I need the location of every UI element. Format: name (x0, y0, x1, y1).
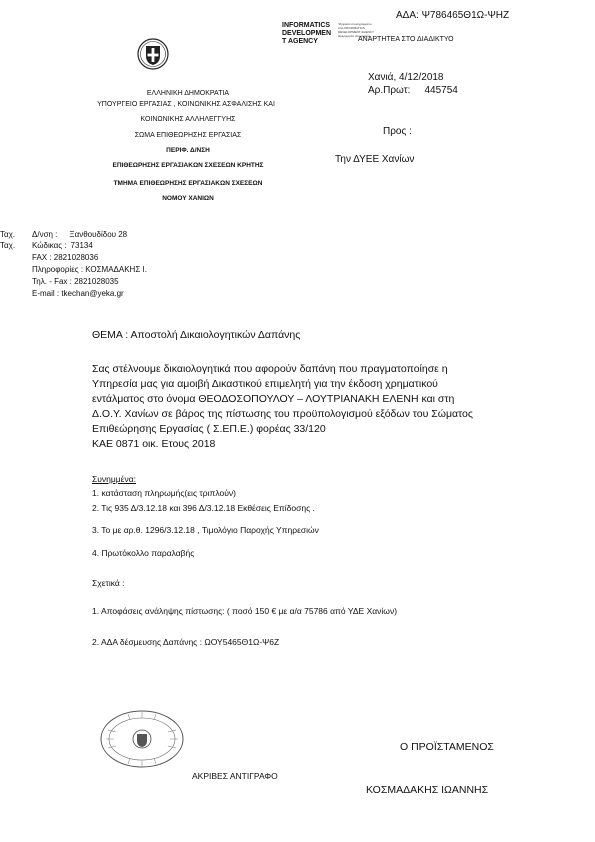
recipient: Την ΔΥΕΕ Χανίων (335, 154, 415, 165)
authority-line-6: ΕΠΙΘΕΩΡΗΣΗΣ ΕΡΓΑΣΙΑΚΩΝ ΣΧΕΣΕΩΝ ΚΡΗΤΗΣ (112, 162, 264, 169)
body-line: Δ.Ο.Υ. Χανίων σε βάρος της πίστωσης του προϋπολογισμού εξόδων του Σώματος (92, 408, 473, 420)
authority-line-4: ΣΩΜΑ ΕΠΙΘΕΩΡΗΣΗΣ ΕΡΓΑΣΙΑΣ (134, 132, 242, 139)
stamp-small-text: Ψηφιακά υπογεγραμμένο από INFORMATICS DEVELOPMENT AGENCY Ημερομηνία υπογραφής (338, 22, 374, 38)
related-item: 2. ΑΔΑ δέσμευσης Δαπάνης : ΩΟΥ5465Θ1Ω-Ψ6Ζ (92, 637, 280, 647)
attachment-item: 1. κατάσταση πληρωμής(εις τριπλούν) (92, 488, 236, 498)
contact-email: E-mail : tkechan@yeka.gr (32, 289, 124, 298)
contact-info: Πληροφορίες : ΚΟΣΜΑΔΑΚΗΣ Ι. (32, 265, 147, 274)
signer-name: ΚΟΣΜΑΔΑΚΗΣ ΙΩΑΝΝΗΣ (366, 784, 489, 796)
place-date: Χανιά, 4/12/2018 (368, 72, 444, 83)
authority-line-3: ΚΟΙΝΩΝΙΚΗΣ ΑΛΛΗΛΕΓΓΥΗΣ (140, 116, 236, 123)
contact-fax: FAX : 2821028036 (32, 253, 99, 262)
related-item: 1. Αποφάσεις ανάληψης πίστωσης: ( ποσό 150 € με α/α 75786 από ΥΔΕ Χανίων) (92, 606, 398, 616)
subject: ΘΕΜΑ : Αποστολή Δικαιολογητικών Δαπάνης (92, 329, 301, 341)
contact-postal: Ταχ. Κώδικας : 73134 (0, 241, 93, 250)
authority-line-1: ΕΛΛΗΝΙΚΗ ΔΗΜΟΚΡΑΤΙΑ (146, 90, 230, 97)
date-protocol-block (368, 71, 458, 97)
digital-signature-stamp (282, 22, 512, 60)
protocol-label: Αρ.Πρωτ: (368, 85, 411, 96)
body-line: ΚΑΕ 0871 οικ. Ετους 2018 (92, 438, 216, 450)
attachment-item: 4. Πρωτόκολλο παραλαβής (92, 548, 195, 558)
greek-emblem-icon (136, 37, 170, 76)
body-line: εντάλματος στο όνομα ΘΕΟΔΟΣΟΠΟΥΛΟΥ – ΛΟΥΤΡΙΑΝΑΚΗ ΕΛΕΝΗ και στη (92, 393, 455, 405)
authority-line-7: ΤΜΗΜΑ ΕΠΙΘΕΩΡΗΣΗΣ ΕΡΓΑΣΙΑΚΩΝ ΣΧΕΣΕΩΝ (113, 180, 263, 187)
contact-phone: Τηλ. - Fax : 2821028035 (32, 277, 119, 286)
contact-address: Ταχ. Δ/νση : Ξανθουδίδου 28 (0, 230, 128, 239)
authority-line-5: ΠΕΡΙΦ. Δ/ΝΣΗ (166, 147, 210, 154)
attachment-item: 3. Το με αρ.θ. 1296/3.12.18 , Τιμολόγιο Παροχής Υπηρεσιών (92, 525, 319, 535)
stamp-publish-note: ΑΝΑΡΤΗΤΕΑ ΣΤΟ ΔΙΑΔΙΚΤΥΟ (358, 36, 454, 43)
body-line: Υπηρεσία μας για αμοιβή Δικαστικού επιμελητή για την έκδοση χρηματικού (92, 378, 438, 390)
body-line: Επιθεώρησης Εργασίας ( Σ.ΕΠ.Ε.) φορέας 33/120 (92, 423, 326, 435)
body-line: Σας στέλνουμε δικαιολογητικά που αφορούν δαπάνη που πραγματοποίησε η (92, 363, 448, 375)
attachment-item: 2. Τις 935 Δ/3.12.18 και 396 Δ/3.12.18 Εκθέσεις Επίδοσης . (92, 503, 315, 513)
attachments-title: Συνημμένα: (92, 474, 136, 484)
authority-line-8: ΝΟΜΟΥ ΧΑΝΙΩΝ (162, 195, 214, 202)
stamp-agency-name: INFORMATICS DEVELOPMEN T AGENCY (282, 22, 332, 45)
to-label: Προς : (383, 126, 412, 137)
ada-code: ΑΔΑ: Ψ786465Θ1Ω-ΨΗΖ (396, 10, 510, 21)
protocol-number: 445754 (424, 85, 458, 96)
authority-line-2: ΥΠΟΥΡΓΕΙΟ ΕΡΓΑΣΙΑΣ , ΚΟΙΝΩΝΙΚΗΣ ΑΣΦΑΛΙΣΗΣ ΚΑΙ (97, 101, 275, 108)
exact-copy-note: ΑΚΡΙΒΕΣ ΑΝΤΙΓΡΑΦΟ (192, 771, 278, 781)
related-title: Σχετικά : (92, 578, 125, 588)
official-seal-icon (98, 708, 186, 775)
signer-title: Ο ΠΡΟΪΣΤΑΜΕΝΟΣ (400, 741, 494, 753)
